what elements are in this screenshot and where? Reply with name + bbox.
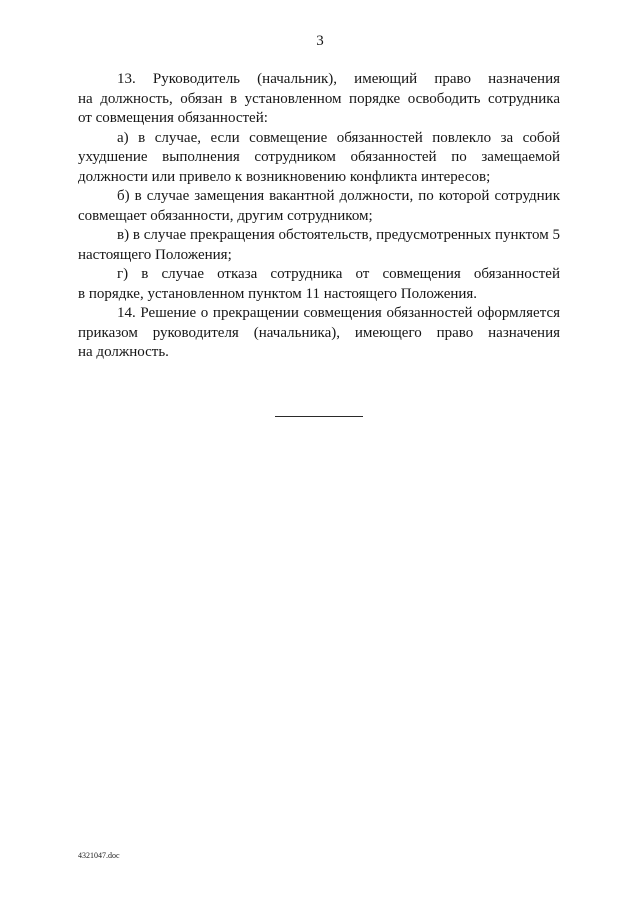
text-line: в порядке, установленном пунктом 11 настоящего Положения.: [78, 285, 478, 302]
text-line: б) в случае замещения вакантной должности, по которой сотрудник: [117, 188, 560, 204]
text-line: совмещает обязанности, другим сотрудником;: [78, 207, 373, 224]
text-line: на должность.: [78, 344, 169, 360]
text-line: приказом руководителя (начальника), имеющего право назначения: [78, 324, 560, 341]
paragraph-subitem-a: [78, 129, 560, 188]
text-line: ухудшение выполнения сотрудником обязанностей по замещаемой: [78, 149, 560, 165]
document-body: [78, 70, 560, 363]
paragraph-subitem-g: [78, 265, 560, 304]
paragraph-item-13: [78, 70, 560, 129]
text-line: настоящего Положения;: [78, 246, 232, 263]
page-number: 3: [316, 33, 324, 49]
text-line: на должность, обязан в установленном порядке освободить сотрудника: [78, 90, 560, 107]
end-separator-line: [275, 416, 363, 417]
text-line: г) в случае отказа сотрудника от совмещения обязанностей: [117, 266, 560, 282]
paragraph-subitem-v: [78, 226, 560, 265]
text-line: от совмещения обязанностей:: [78, 110, 268, 126]
text-line: 13. Руководитель (начальник), имеющий право назначения: [117, 71, 560, 87]
paragraph-subitem-b: [78, 187, 560, 226]
text-line: 14. Решение о прекращении совмещения обязанностей оформляется: [117, 305, 560, 321]
text-line: в) в случае прекращения обстоятельств, предусмотренных пунктом 5: [117, 227, 560, 243]
paragraph-item-14: [78, 304, 560, 363]
text-line: должности или привело к возникновению конфликта интересов;: [78, 168, 491, 185]
file-name-footer: 4321047.doc: [78, 851, 120, 860]
text-line: а) в случае, если совмещение обязанностей повлекло за собой: [117, 129, 560, 146]
